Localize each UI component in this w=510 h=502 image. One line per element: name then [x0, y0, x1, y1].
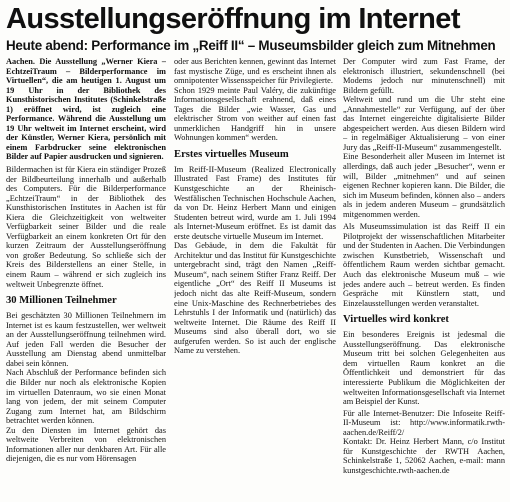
column-2: [174, 57, 336, 500]
body-paragraph: Schon 1929 meinte Paul Valéry, die zukünftige Informationsgesellschaft erahnend, daß eines Tages die Bilder „wie Wasser, Gas und elektrischer Strom von weither auf einen fast unmerklichen Handgriff hin in unsere Wohnungen kommen“ werden.: [174, 85, 336, 143]
body-paragraph: oder aus Berichten kennen, gewinnt das Internet fast mystische Züge, und es erscheint ihnen als omnipotenter Wissensspeicher für Privilegierte.: [174, 57, 336, 86]
body-paragraph: Nach Abschluß der Performance befinden sich die Bilder nur noch als elektronische Kopien im virtuellen Datenraum, wo sie einen Monat lang von jedem, der mit seinem Computer Zugang zum Internet hat, am Bildschirm betrachtet werden können.: [6, 368, 166, 426]
body-paragraph: Eine Besonderheit aller Museen im Internet ist allerdings, daß auch jeder „Besucher“, wenn er will, Bilder „mitnehmen“ und auf seinen eigenen Rechner kopieren kann. Die Bilder, die sich im Museum befinden, können also – anders als in jedem anderen Museum – grundsätzlich mitgenommen werden.: [343, 152, 505, 219]
section-heading: Virtuelles wird konkret: [343, 314, 449, 326]
section-heading: Erstes virtuelles Museum: [174, 148, 289, 160]
body-paragraph: Ein besonderes Ereignis ist jedesmal die Ausstellungseröffnung. Das elektronische Museum tritt bei solchen Gelegenheiten aus dem virtuellen Raum konkret an die Öffentlichkeit und demonstriert für das interessierte Publikum die Möglichkeiten der weltweiten Informationsgesellschaft via Internet am Beispiel der Kunst.: [343, 330, 505, 407]
column-1: [6, 57, 166, 500]
body-paragraph: Bildermachen ist für Kiera ein ständiger Prozeß der Bildbeurteilung innerhalb und außerhalb des Computers. Für die Bilderperformance „EchtzeiTraum“ in der Bibliothek des Kunsthistorischen Institutes in Aachen ist für Kiera die Gleichzeitigkeit von weltweiter Verfügbarkeit seiner Bilder und die reale Verfügbarkeit an einem konkreten Ort für den kurzen Zeitraum der Ausstellungseröffnung von großer Bedeutung. So schließe sich der Kreis des Bilderstellens an einer Stelle, in einem Raum – während er sich zugleich ins weltweit Unbegrenzte öffnet.: [6, 165, 166, 289]
section-heading: 30 Millionen Teilnehmer: [6, 295, 117, 307]
body-paragraph: Im Reiff-II-Museum (Realized Electronically Illustrated Fast Frame) des Institutes für Kunstgeschichte an der Rheinisch-Westfälischen Technischen Hochschule Aachen, da von Dr. Heinz Herbert Mann und einigen Studenten betreut wird, wurde am 1. Juli 1994 als Internet-Museum eröffnet. Es ist damit das erste deutsche virtuelle Museum im Internet.: [174, 164, 336, 241]
body-paragraph: Bei geschätzten 30 Millionen Teilnehmern im Internet ist es kaum festzustellen, wer weltweit an der Ausstellungseröffnung teilnehmen wird. Auf jeden Fall werden die Besucher der Ausstellung am Dienstag abend unmittelbar dabei sein können.: [6, 311, 166, 368]
body-paragraph: Der Computer wird zum Fast Frame, der elektronisch illustriert, sekundenschnell (bei Modems jedoch nur minutenschnell) mit Bildern gefüllt.: [343, 57, 505, 95]
contact-paragraph: Kontakt: Dr. Heinz Herbert Mann, c/o Institut für Kunstgeschichte der RWTH Aachen, Schinkelstraße 1, 52062 Aachen, e-mail: mann kunstgeschichte.rwth-aachen.de: [343, 437, 505, 475]
body-paragraph: Das Gebäude, in dem die Fakultät für Architektur und das Institut für Kunstgeschichte untergebracht sind, trägt den Namen „Reiff-Museum“, nach seinem Stifter Franz Reiff. Der eigentliche „Ort“ des Reiff II Museums ist jedoch nicht das alte Reiff-Museum, sondern eine Unix-Maschine des Rechnerbetriebes des Lehrstuhls I der Informatik und (natürlich) das weltweite Internet. Die Räume des Reiff II Museums sind also überall dort, wo sie aufgerufen werden. So ist auch der englische Name zu verstehen.: [174, 241, 336, 356]
body-paragraph: Als Museumssimulation ist das Reiff II ein Pilotprojekt der wissenschaftlichen Mitarbeiter und der Studenten in Aachen. Die Verbindungen zwischen Kunstbetrieb, Wissenschaft und öffentlichem Raum werden sichtbar gemacht. Auch das elektronische Museum muß – wie jedes andere auch – betreut werden. Es finden Gespräche mit Künstlern statt, und Einzelausstellungen werden veranstaltet.: [343, 222, 505, 308]
column-3: [343, 57, 505, 500]
info-paragraph: Für alle Internet-Benutzer: Die Infoseite Reiff-II-Museum ist: http://www.informatik.rwth-aachen.de/Reiff/2/: [343, 408, 505, 437]
lead-paragraph: Aachen. Die Ausstellung „Werner Kiera – EchtzeiTraum – Bilderperformance im Virtuellen“, die am heutigen 1. August um 19 Uhr in der Bibliothek des Kunsthistorischen Institutes (Schinkelstraße 1) eröffnet wird, ist zugleich eine Performance. Während die Ausstellung um 19 Uhr weltweit im Internet erscheint, wird der Künstler, Werner Kiera, persönlich mit einem Farbdrucker seine elektronischen Bilder auf Papier ausdrucken und signieren.: [6, 57, 166, 162]
body-paragraph: Zu den Diensten im Internet gehört das weltweite Verbreiten von elektronischen Informationen aller nur denkbaren Art. Für alle diejenigen, die es nur vom Hörensagen: [6, 425, 166, 464]
body-paragraph: Weltweit und rund um die Uhr steht eine „Annahmestelle“ zur Verfügung, auf der über das Internet eingereichte digitalisierte Bilder abgespeichert werden. Aus diesen Bildern wird – in regelmäßiger Aktualisierung – von einer Jury das „Reiff-II-Museum“ zusammengestellt.: [343, 95, 505, 152]
subheadline: Heute abend: Performance im „Reiff II“ – Museumsbilder gleich zum Mitnehmen: [6, 38, 496, 53]
headline: Ausstellungseröffnung im Internet: [6, 3, 460, 35]
